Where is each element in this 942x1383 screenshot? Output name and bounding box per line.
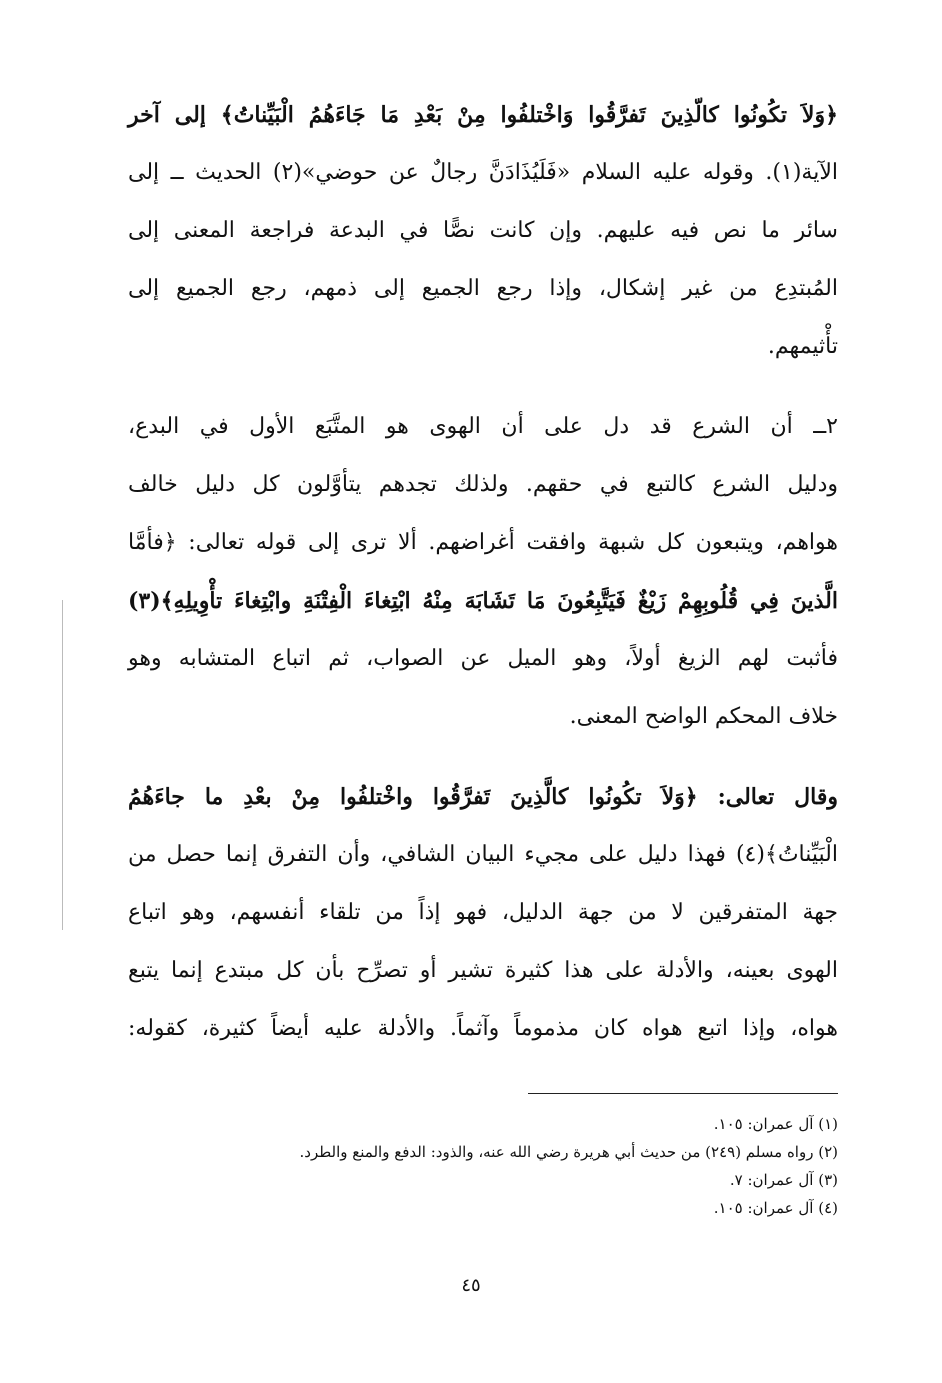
text-line: المُبتدِع من غير إشكال، وإذا رجع الجميع إلى ذمهم، رجع الجميع إلى: [128, 276, 838, 301]
text-line: ﴿وَلاَ تكُونُوا كالّذِينَ تَفرَّقُوا وَاخْتلفُوا مِنْ بَعْدِ مَا جَاءَهُمُ الْبَيِّناتُ﴾ إلى آخر: [128, 102, 838, 128]
text-line: ودليل الشرع كالتبع في حقهم. ولذلك تجدهم يتأوَّلون كل دليل خالف: [128, 472, 838, 497]
footnote-separator: [528, 1093, 838, 1094]
footnote: (٤) آل عمران: ١٠٥.: [713, 1199, 838, 1217]
paragraph-spacer: [128, 746, 838, 768]
text-line: خلاف المحكم الواضح المعنى.: [569, 704, 838, 729]
text-line: الهوى بعينه، والأدلة على هذا كثيرة تشير أو تصرِّح بأن كل مبتدع إنما يتبع: [128, 958, 838, 983]
text-line: هواه، وإذا اتبع هواه كان مذموماً وآثماً. والأدلة عليه أيضاً كثيرة، كقوله:: [128, 1016, 838, 1041]
text-line: الْبَيِّناتُ﴾(٤) فهذا دليل على مجيء البيان الشافي، وأن التفرق إنما حصل من: [128, 842, 838, 867]
page-number: ٤٥: [461, 1275, 481, 1296]
main-text: [128, 86, 838, 1058]
paragraph-2: [128, 398, 838, 746]
margin-line: [62, 600, 63, 930]
text-line: سائر ما نص فيه عليهم. وإن كانت نصًّا في البدعة فراجعة المعنى إلى: [128, 218, 838, 243]
text-line: الَّذينَ فِي قُلُوبِهِمْ زَيْغٌ فَيَتَّبِعُونَ مَا تَشَابَهَ مِنْهُ ابْتِغاءَ الْفِتْنَةِ وابْتِغاءَ تأْوِيلِهِ﴾(٣): [128, 588, 838, 614]
text-line: تأْثيمهم.: [767, 334, 838, 359]
footnotes: [110, 1110, 838, 1222]
footnote: (٣) آل عمران: ٧.: [729, 1171, 838, 1189]
paragraph-3: [128, 768, 838, 1058]
text-line: فأثبت لهم الزيغ أولاً، وهو الميل عن الصواب، ثم اتباع المتشابه وهو: [128, 646, 838, 671]
text-line: وقال تعالى: ﴿وَلاَ تكُونُوا كالَّذِينَ تَفرَّقُوا واخْتلفُوا مِنْ بعْدِ ما جاءَهُمُ: [128, 784, 838, 810]
footnote: (١) آل عمران: ١٠٥.: [713, 1115, 838, 1133]
paragraph-spacer: [128, 376, 838, 398]
text-line: ٢ــ أن الشرع قد دل على أن الهوى هو المتَّبَع الأول في البدع،: [128, 414, 838, 439]
paragraph-1: [128, 86, 838, 376]
footnote: (٢) رواه مسلم (٢٤٩) من حديث أبي هريرة رضي الله عنه، والذود: الدفع والمنع والطرد.: [299, 1143, 838, 1161]
text-line: جهة المتفرقين لا من جهة الدليل، فهو إذاً من تلقاء أنفسهم، وهو اتباع: [128, 900, 838, 925]
text-line: الآية(١). وقوله عليه السلام «فَلَيُذَادَنَّ رجالٌ عن حوضي»(٢) الحديث ــ إلى: [128, 160, 838, 185]
text-line: هواهم، ويتبعون كل شبهة وافقت أغراضهم. ألا ترى إلى قوله تعالى: ﴿فأمَّا: [128, 530, 838, 555]
